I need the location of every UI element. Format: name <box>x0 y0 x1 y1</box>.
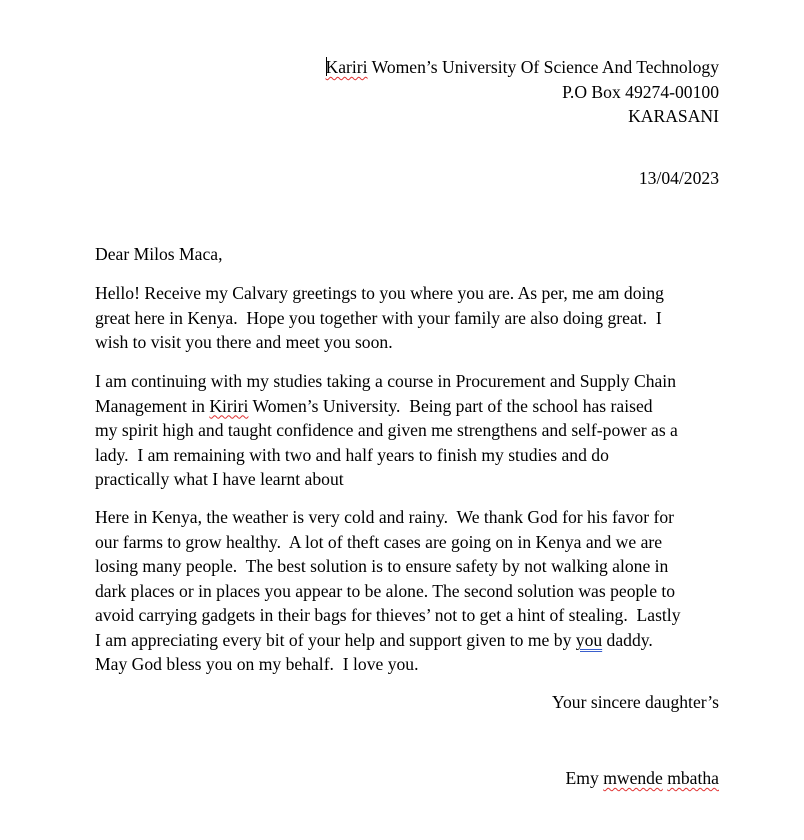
spelling-flagged-word[interactable]: mwende <box>603 768 663 788</box>
closing: Your sincere daughter’s <box>552 692 719 712</box>
paragraph-line: Management in Kiriri Women’s University. Being part of the school has raised <box>95 395 653 416</box>
letter-date: 13/04/2023 <box>638 168 719 188</box>
signature: Emy mwende mbatha <box>565 768 719 788</box>
paragraph-studies <box>95 369 721 492</box>
paragraph-kenya-news <box>95 505 721 677</box>
paragraph-line: avoid carrying gadgets in their bags for thieves’ not to get a hint of stealing. Lastly <box>95 605 681 625</box>
paragraph-line: great here in Kenya. Hope you together with your family are also doing great. I <box>95 307 662 328</box>
institution-name: Kariri Women’s University Of Science And Technology <box>325 57 719 77</box>
po-box: P.O Box 49274-00100 <box>562 81 719 102</box>
town: KARASANI <box>628 106 719 126</box>
paragraph-line: our farms to grow healthy. A lot of theft cases are going on in Kenya and we are <box>95 531 663 552</box>
paragraph-line: I am appreciating every bit of your help and support given to me by you daddy. <box>95 629 653 650</box>
salutation: Dear Milos Maca, <box>95 244 223 264</box>
paragraph-line: wish to visit you there and meet you soon. <box>95 332 393 352</box>
paragraph-line: Here in Kenya, the weather is very cold and rainy. We thank God for his favor for <box>95 507 674 527</box>
paragraph-line: Hello! Receive my Calvary greetings to you where you are. As per, me am doing <box>95 283 664 303</box>
paragraph-line: I am continuing with my studies taking a course in Procurement and Supply Chain <box>95 371 676 391</box>
paragraph-greeting <box>95 281 721 355</box>
paragraph-line: losing many people. The best solution is to ensure safety by not walking alone in <box>95 556 669 576</box>
paragraph-line: dark places or in places you appear to be alone. The second solution was people to <box>95 580 676 601</box>
sender-address <box>326 55 719 129</box>
spelling-flagged-word[interactable]: Kiriri <box>209 395 249 416</box>
grammar-flagged-word[interactable]: you <box>575 629 603 650</box>
paragraph-line: practically what I have learnt about <box>95 469 344 489</box>
paragraph-line: May God bless you on my behalf. I love you. <box>95 654 419 674</box>
spelling-flagged-word[interactable]: Kariri <box>325 57 368 77</box>
paragraph-line: my spirit high and taught confidence and given me strengthens and self-power as a <box>95 420 678 440</box>
spelling-flagged-word[interactable]: mbatha <box>667 768 719 788</box>
paragraph-line: lady. I am remaining with two and half years to finish my studies and do <box>95 444 609 465</box>
